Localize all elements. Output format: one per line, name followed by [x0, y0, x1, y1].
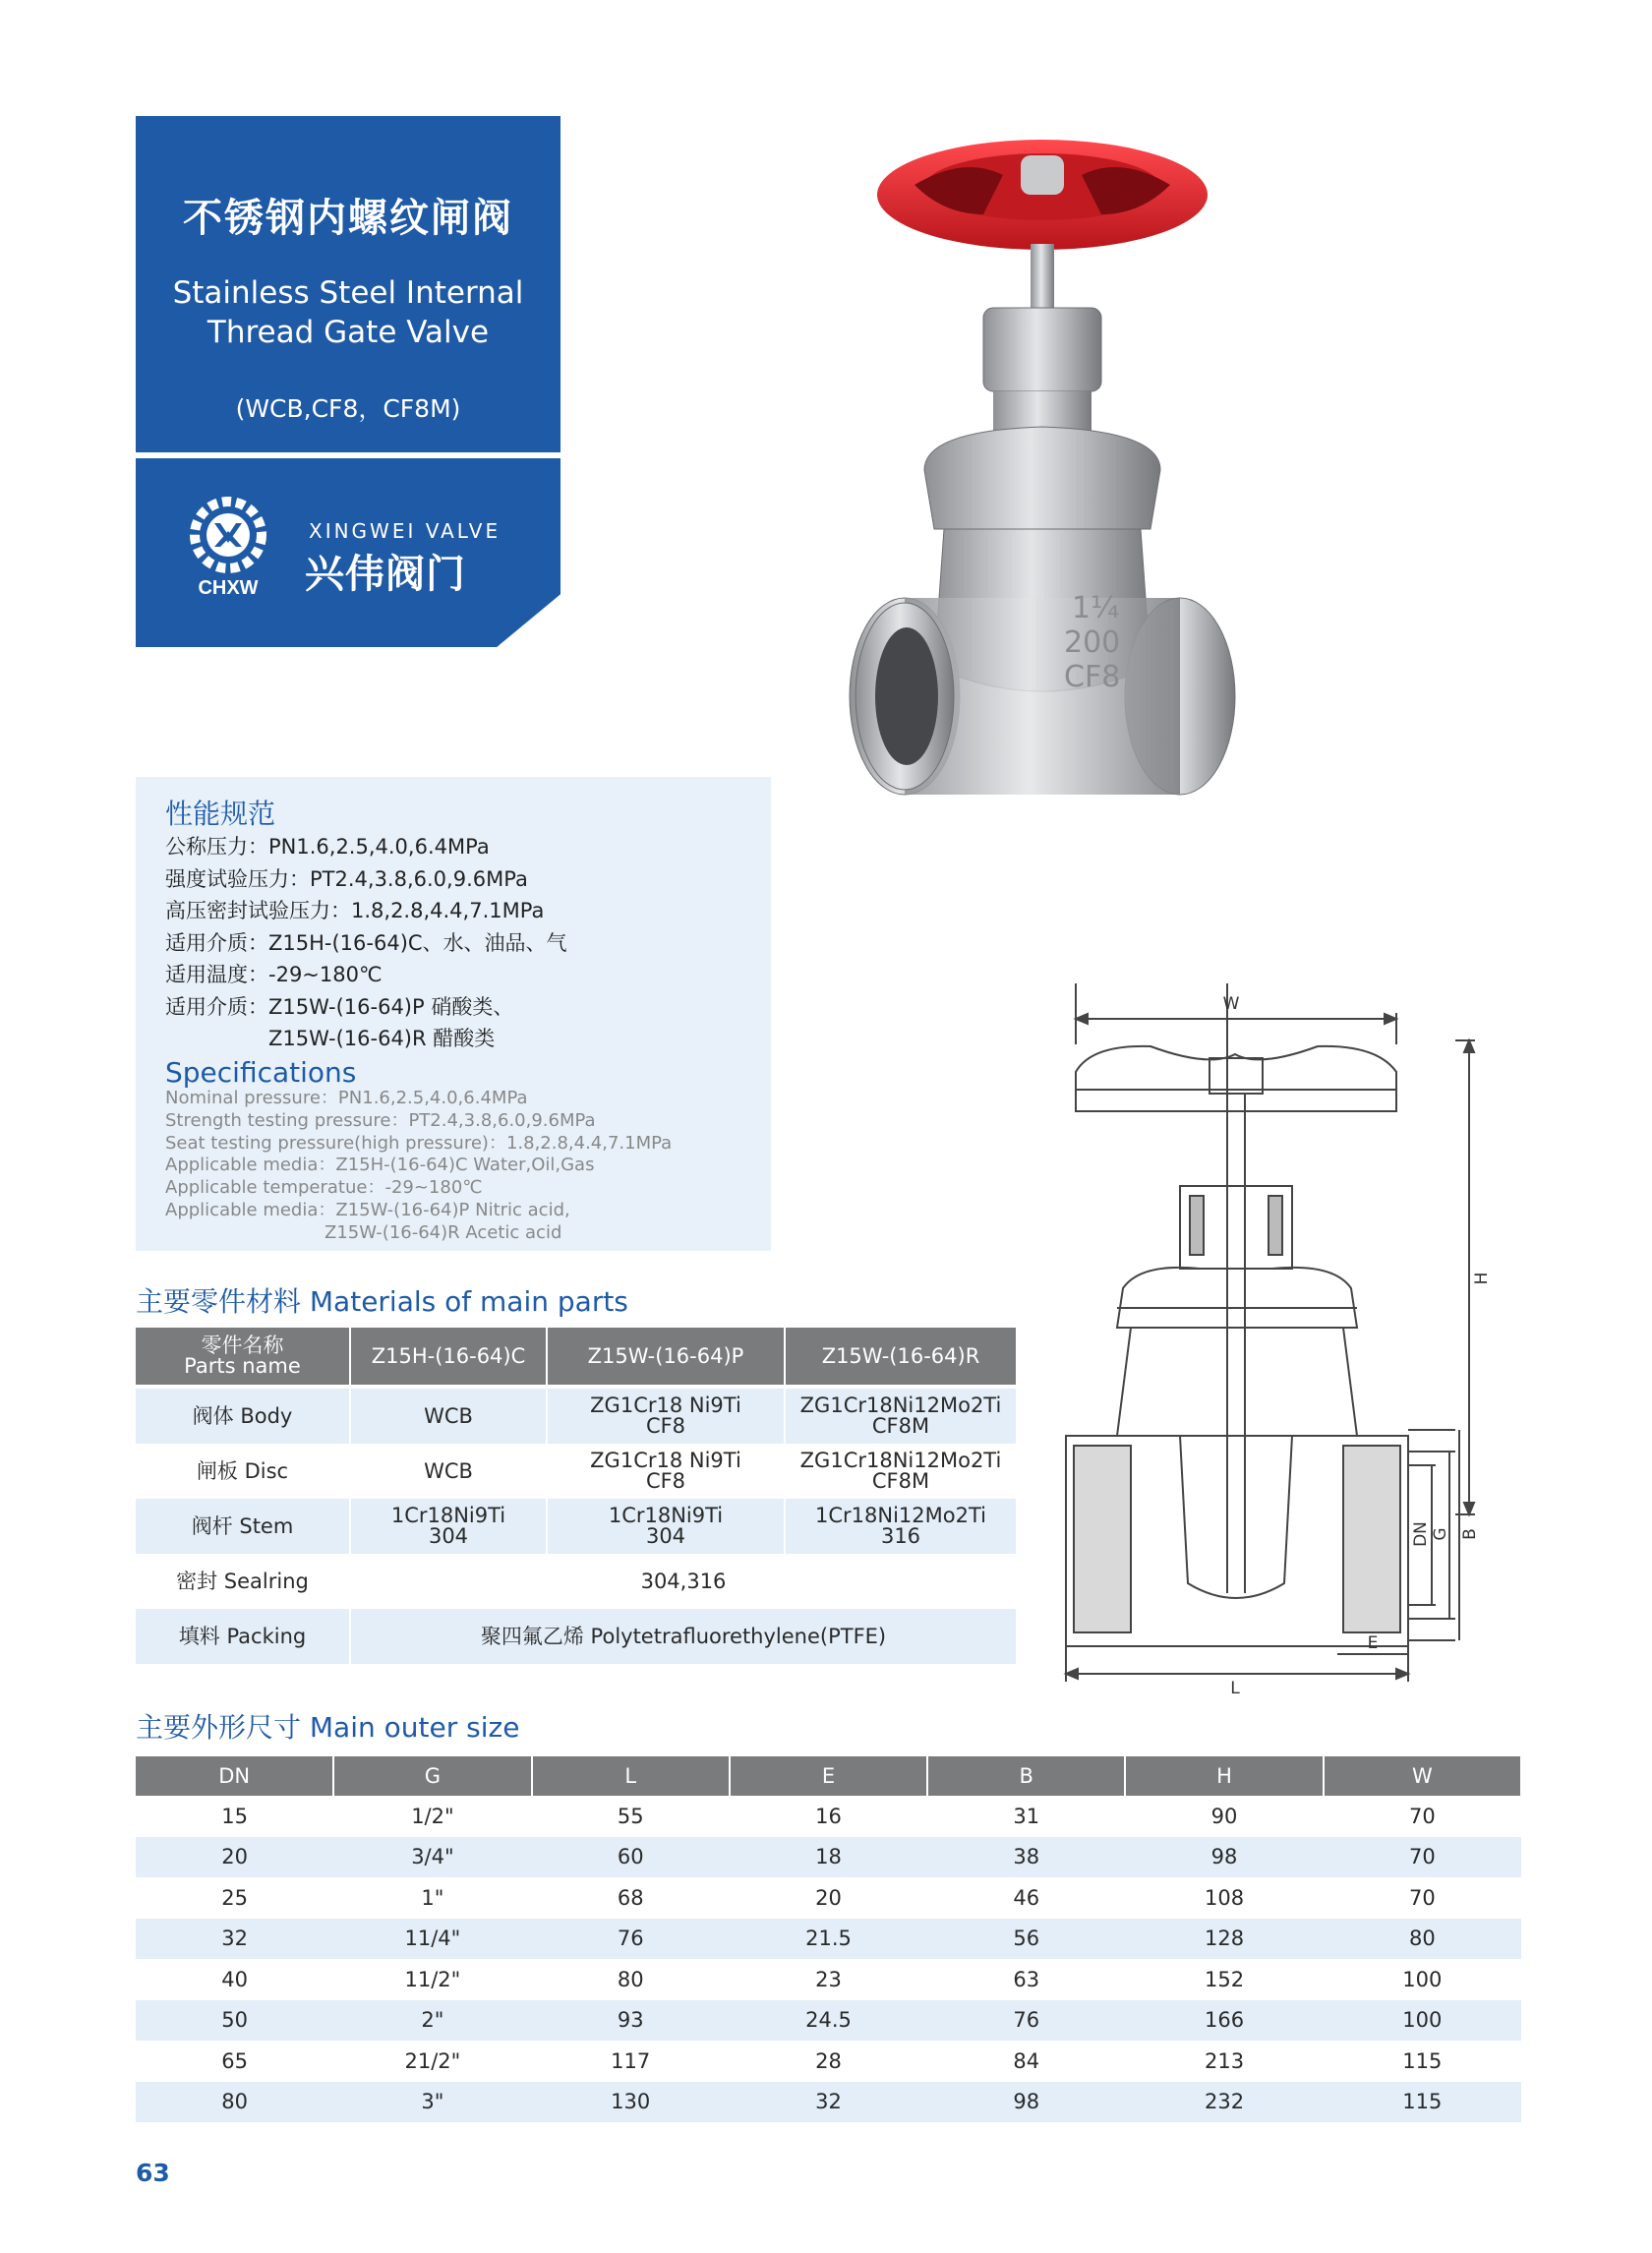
cell-line: 1Cr18Ni9Ti — [390, 1504, 506, 1527]
body-mark-2: 200 — [1064, 625, 1121, 660]
materials-code: (WCB,CF8，CF8M) — [235, 394, 461, 423]
table-cell: 80 — [136, 2082, 333, 2123]
cell: WCB — [350, 1444, 547, 1499]
table-row — [136, 2000, 1521, 2042]
table-cell: 2" — [333, 2000, 531, 2042]
table-cell: 115 — [1402, 2048, 1443, 2073]
table-cell: 65 — [221, 2048, 248, 2073]
table-cell: 70 — [1324, 1837, 1521, 1878]
table-cell: 28 — [815, 2048, 842, 2073]
table-cell: 31 — [1013, 1804, 1040, 1828]
table-cell: 32 — [730, 2082, 927, 2123]
product-title-en-line1: Stainless Steel Internal — [172, 275, 524, 311]
performance-list-cn — [165, 831, 567, 1055]
table-cell: 70 — [1408, 1885, 1436, 1910]
table-cell: 55 — [617, 1804, 644, 1828]
col-header-parts — [136, 1328, 350, 1385]
dim-label-l: L — [1230, 1679, 1240, 1698]
dim-label-w: W — [1222, 994, 1240, 1014]
sizes-title: 主要外形尺寸 Main outer size — [136, 1711, 520, 1744]
table-cell: 80 — [1324, 1919, 1521, 1960]
table-cell: 93 — [532, 2000, 730, 2042]
col-header: B — [927, 1756, 1125, 1796]
table-cell: 46 — [1013, 1885, 1040, 1910]
spec-line: Applicable media：Z15W-(16-64)P Nitric acid, — [165, 1199, 570, 1220]
table-row — [136, 1554, 1017, 1609]
product-title-en-line2: Thread Gate Valve — [206, 315, 490, 350]
product-title-cn: 不锈钢内螺纹闸阀 — [183, 196, 513, 241]
cell-line: CF8M — [871, 1414, 930, 1438]
cell-line: ZG1Cr18Ni12Mo2Ti — [799, 1393, 1002, 1417]
cell-line: CF8 — [645, 1469, 686, 1493]
table-cell: 84 — [1013, 2048, 1040, 2073]
table-cell: 98 — [1125, 1837, 1323, 1878]
table-row — [136, 2082, 1521, 2123]
dim-label-g: G — [1431, 1527, 1450, 1541]
table-cell: 232 — [1125, 2082, 1323, 2123]
table-cell: 21/2" — [404, 2048, 461, 2073]
cell — [785, 1499, 1017, 1554]
table-cell: 25 — [221, 1885, 248, 1910]
cell-line: ZG1Cr18 Ni9Ti — [590, 1393, 741, 1417]
parts-name-cn: 零件名称 — [201, 1334, 284, 1357]
table-cell: 18 — [730, 1837, 927, 1878]
materials-header-row — [136, 1328, 1017, 1385]
brand-logo-icon — [179, 492, 277, 602]
brand-name-en: XINGWEI VALVE — [309, 519, 502, 543]
table-cell: 98 — [927, 2082, 1125, 2123]
table-cell: 40 — [221, 1967, 248, 1991]
spec-line: Seat testing pressure(high pressure)：1.8,2.8,4.4,7.1MPa — [165, 1132, 673, 1154]
table-cell: 166 — [1125, 2000, 1323, 2042]
table-row — [136, 1389, 1017, 1444]
table-cell: 80 — [617, 1967, 644, 1991]
cell-span: 304,316 — [350, 1554, 1017, 1609]
product-title-en — [136, 273, 560, 352]
cell — [350, 1499, 547, 1554]
table-cell: 56 — [927, 1919, 1125, 1960]
spec-line: Nominal pressure：PN1.6,2.5,4.0,6.4MPa — [165, 1088, 528, 1108]
col-header: DN — [136, 1756, 333, 1796]
table-cell: 128 — [1125, 1919, 1323, 1960]
table-cell: 76 — [927, 2000, 1125, 2042]
table-cell: 152 — [1205, 1967, 1245, 1991]
table-cell: 11/4" — [333, 1919, 531, 1960]
table-row — [136, 1959, 1521, 2000]
table-cell: 213 — [1205, 2048, 1245, 2073]
brand-name-cn: 兴伟阀门 — [305, 552, 466, 597]
page-number: 63 — [136, 2159, 170, 2187]
table-row — [136, 1877, 1521, 1919]
part-name: 密封 Sealring — [136, 1554, 350, 1609]
spec-line: Strength testing pressure：PT2.4,3.8,6.0,9.6MPa — [165, 1109, 596, 1131]
parts-name-en: Parts name — [184, 1354, 301, 1378]
col-header-z15w-p: Z15W-(16-64)P — [547, 1328, 785, 1385]
table-cell: 70 — [1408, 1804, 1436, 1828]
dim-label-h: H — [1472, 1272, 1492, 1285]
col-header: E — [730, 1756, 927, 1796]
table-cell: 20 — [136, 1837, 333, 1878]
table-cell: 1/2" — [411, 1804, 454, 1828]
part-name: 阀杆 Stem — [136, 1499, 350, 1554]
sizes-table — [136, 1756, 1522, 2122]
table-row — [136, 2041, 1521, 2082]
cell-line: 1Cr18Ni12Mo2Ti — [815, 1504, 986, 1527]
cell-line: CF8 — [645, 1414, 686, 1438]
table-cell: 76 — [532, 1919, 730, 1960]
cell-line: 316 — [880, 1524, 921, 1548]
table-cell: 60 — [532, 1837, 730, 1878]
spec-line: Z15W-(16-64)R Acetic acid — [165, 1221, 562, 1243]
materials-title: 主要零件材料 Materials of main parts — [136, 1285, 628, 1318]
product-photo — [846, 116, 1249, 844]
table-cell: 3" — [333, 2082, 531, 2123]
dim-label-e: E — [1367, 1633, 1379, 1653]
performance-line: Z15W-(16-64)R 醋酸类 — [165, 1027, 496, 1050]
table-cell: 11/2" — [404, 1967, 461, 1991]
cell-span: 聚四氟乙烯 Polytetrafluorethylene(PTFE) — [350, 1609, 1017, 1664]
cell-line: CF8M — [871, 1469, 930, 1493]
spec-line: Applicable media：Z15H-(16-64)C Water,Oil,Gas — [165, 1155, 595, 1176]
performance-line: 高压密封试验压力：1.8,2.8,4.4,7.1MPa — [165, 899, 545, 922]
sizes-header-row — [136, 1756, 1521, 1796]
handwheel-icon — [877, 140, 1208, 250]
col-header: L — [532, 1756, 730, 1796]
table-row — [136, 1919, 1521, 1960]
table-cell: 1" — [421, 1885, 444, 1910]
table-cell: 115 — [1324, 2082, 1521, 2123]
col-header: H — [1125, 1756, 1323, 1796]
table-row — [136, 1837, 1521, 1878]
performance-line: 适用介质：Z15H-(16-64)C、水、油品、气 — [165, 930, 567, 955]
table-cell: 130 — [532, 2082, 730, 2123]
table-cell: 16 — [815, 1804, 842, 1828]
table-row — [136, 1796, 1521, 1837]
part-name: 阀体 Body — [136, 1389, 350, 1444]
logo-text: CHXW — [198, 577, 259, 599]
materials-table — [136, 1328, 1018, 1664]
table-cell: 100 — [1402, 1967, 1443, 1991]
col-header-z15w-r: Z15W-(16-64)R — [785, 1328, 1017, 1385]
cell-line: ZG1Cr18Ni12Mo2Ti — [799, 1449, 1002, 1472]
table-cell: 38 — [927, 1837, 1125, 1878]
cell — [547, 1389, 785, 1444]
table-row — [136, 1444, 1017, 1499]
cell-line: 304 — [428, 1524, 469, 1548]
body-mark-1: 1¼ — [1072, 591, 1120, 625]
table-cell: 24.5 — [730, 2000, 927, 2042]
part-name: 填料 Packing — [136, 1609, 350, 1664]
cell — [785, 1444, 1017, 1499]
table-cell: 63 — [1013, 1967, 1040, 1991]
table-cell: 100 — [1324, 2000, 1521, 2042]
cell-line: 304 — [645, 1524, 686, 1548]
cell — [547, 1444, 785, 1499]
dim-label-dn: DN — [1411, 1521, 1431, 1547]
dim-label-b: B — [1460, 1528, 1480, 1540]
table-cell: 15 — [221, 1804, 248, 1828]
table-cell: 3/4" — [333, 1837, 531, 1878]
part-name: 闸板 Disc — [136, 1444, 350, 1499]
performance-line: 强度试验压力：PT2.4,3.8,6.0,9.6MPa — [165, 866, 528, 891]
performance-heading-cn: 性能规范 — [165, 798, 276, 830]
performance-line: 适用介质：Z15W-(16-64)P 硝酸类、 — [165, 994, 514, 1019]
col-header: G — [333, 1756, 531, 1796]
table-cell: 21.5 — [730, 1919, 927, 1960]
table-cell: 32 — [136, 1919, 333, 1960]
cell-line: 1Cr18Ni9Ti — [608, 1504, 724, 1527]
table-cell: 117 — [611, 2048, 651, 2073]
table-row — [136, 1609, 1017, 1664]
table-cell: 90 — [1210, 1804, 1238, 1828]
table-cell: 68 — [617, 1885, 644, 1910]
body-mark-3: CF8 — [1064, 660, 1121, 694]
col-header-z15h: Z15H-(16-64)C — [350, 1328, 547, 1385]
specifications-heading: Specifications — [165, 1056, 357, 1089]
cell — [785, 1389, 1017, 1444]
table-cell: 20 — [815, 1885, 842, 1910]
specifications-list — [165, 1088, 672, 1245]
cell — [547, 1499, 785, 1554]
dimension-drawing — [1062, 983, 1495, 1701]
cell: WCB — [350, 1389, 547, 1444]
table-cell: 50 — [136, 2000, 333, 2042]
table-cell: 23 — [815, 1967, 842, 1991]
spec-line: Applicable temperatue：-29~180℃ — [165, 1177, 483, 1199]
table-row — [136, 1499, 1017, 1554]
cell-line: ZG1Cr18 Ni9Ti — [590, 1449, 741, 1472]
col-header: W — [1324, 1756, 1521, 1796]
performance-line: 适用温度：-29~180℃ — [165, 963, 383, 986]
performance-line: 公称压力：PN1.6,2.5,4.0,6.4MPa — [165, 835, 490, 859]
table-cell: 108 — [1205, 1885, 1245, 1910]
